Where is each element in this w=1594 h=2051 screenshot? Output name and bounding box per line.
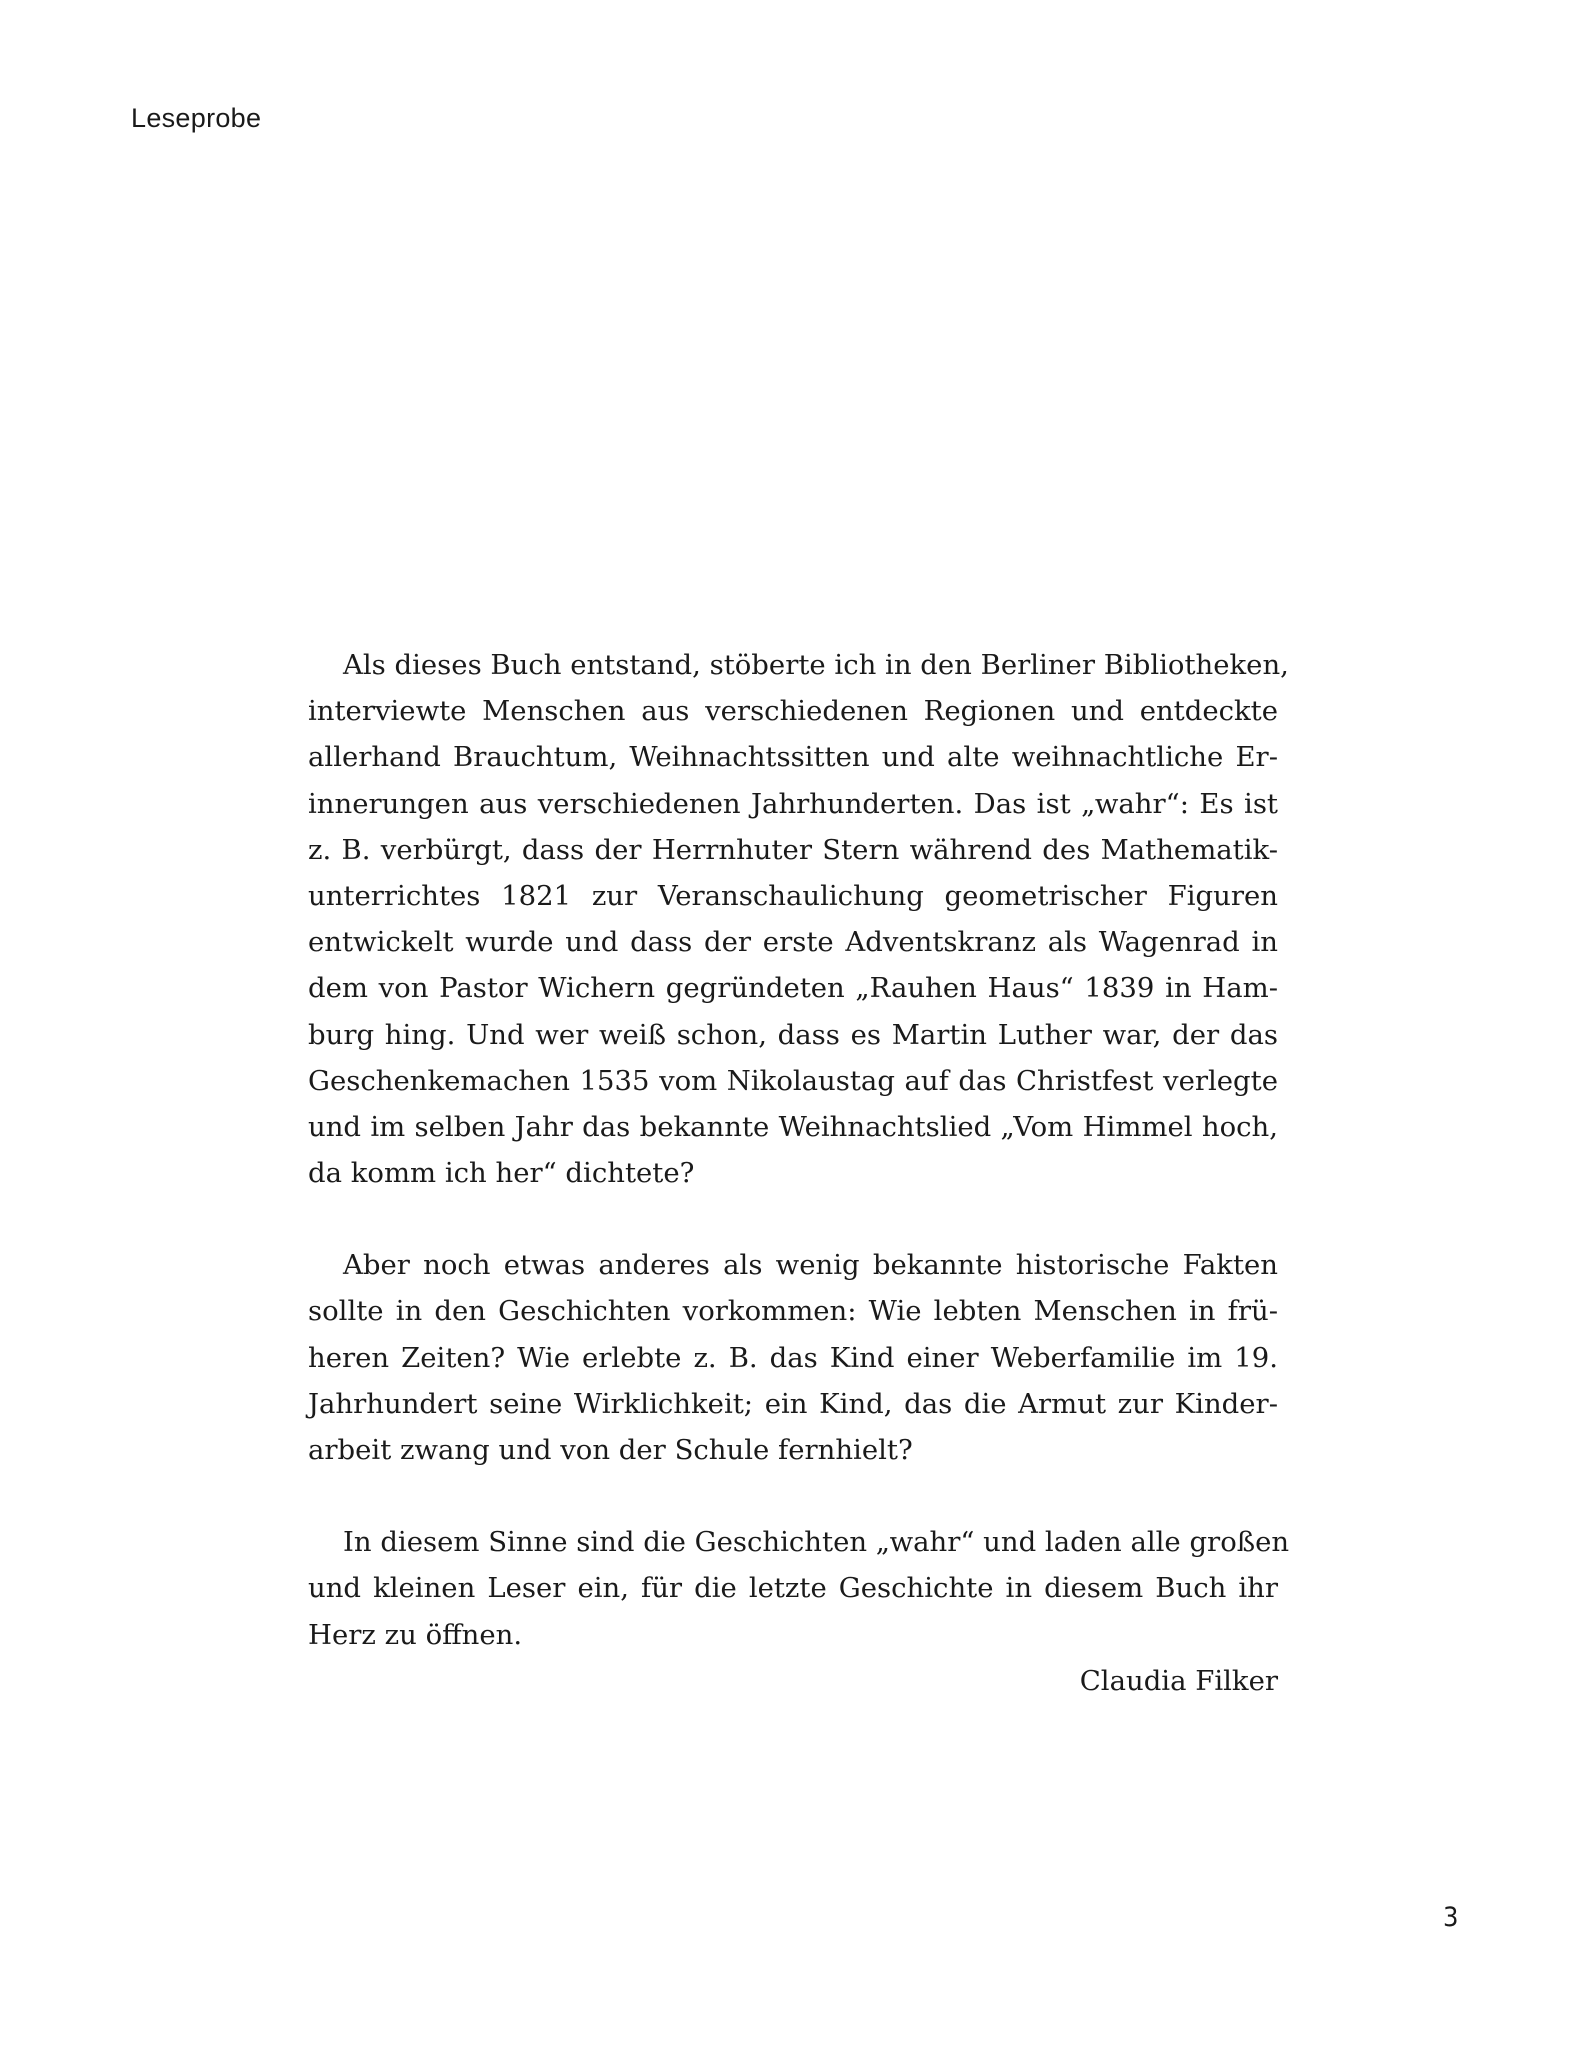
paragraph-1: [308, 642, 1289, 1196]
text-line: Herz zu öffnen.: [308, 1618, 523, 1651]
text-line: da komm ich her“ dichtete?: [308, 1157, 695, 1190]
text-line: Als dieses Buch entstand, stöberte ich in den Berliner Bibliotheken,: [343, 649, 1289, 681]
text-line: und im selben Jahr das bekannte Weihnachtslied „Vom Himmel hoch,: [308, 1110, 1278, 1143]
paragraph-3: [308, 1519, 1290, 1658]
text-line: unterrichtes 1821 zur Veranschaulichung geometrischer Figuren: [308, 879, 1278, 912]
page-number: 3: [1443, 1902, 1459, 1933]
text-line: interviewte Menschen aus verschiedenen Regionen und entdeckte: [308, 695, 1278, 728]
paragraph-gap: [308, 1196, 1278, 1242]
text-line: Aber noch etwas anderes als wenig bekannte historische Fakten: [343, 1249, 1278, 1282]
text-line: In diesem Sinne sind die Geschichten „wahr“ und laden alle großen: [343, 1526, 1290, 1559]
body-text: [308, 642, 1290, 1704]
text-line: heren Zeiten? Wie erlebte z. B. das Kind einer Weberfamilie im 19.: [308, 1341, 1278, 1374]
text-line: allerhand Brauchtum, Weihnachtssitten und alte weihnachtliche Er-: [308, 741, 1278, 774]
text-line: entwickelt wurde und dass der erste Adventskranz als Wagenrad in: [308, 926, 1278, 959]
text-line: sollte in den Geschichten vorkommen: Wie lebten Menschen in frü-: [308, 1295, 1278, 1328]
text-line: dem von Pastor Wichern gegründeten „Rauhen Haus“ 1839 in Ham-: [308, 972, 1278, 1005]
text-line: arbeit zwang und von der Schule fernhielt?: [308, 1434, 913, 1466]
text-line: burg hing. Und wer weiß schon, dass es Martin Luther war, der das: [308, 1018, 1278, 1051]
text-line: innerungen aus verschiedenen Jahrhunderten. Das ist „wahr“: Es ist: [308, 787, 1278, 820]
paragraph-gap: [308, 1473, 1278, 1519]
header-label: Leseprobe: [131, 103, 262, 133]
text-line: Jahrhundert seine Wirklichkeit; ein Kind, das die Armut zur Kinder-: [308, 1387, 1278, 1420]
author-signature: Claudia Filker: [1079, 1664, 1278, 1697]
text-line: z. B. verbürgt, dass der Herrnhuter Stern während des Mathematik-: [308, 833, 1278, 866]
text-line: Geschenkemachen 1535 vom Nikolaustag auf das Christfest verlegte: [308, 1064, 1278, 1097]
text-line: und kleinen Leser ein, für die letzte Geschichte in diesem Buch ihr: [308, 1572, 1278, 1605]
paragraph-2: [308, 1242, 1278, 1473]
